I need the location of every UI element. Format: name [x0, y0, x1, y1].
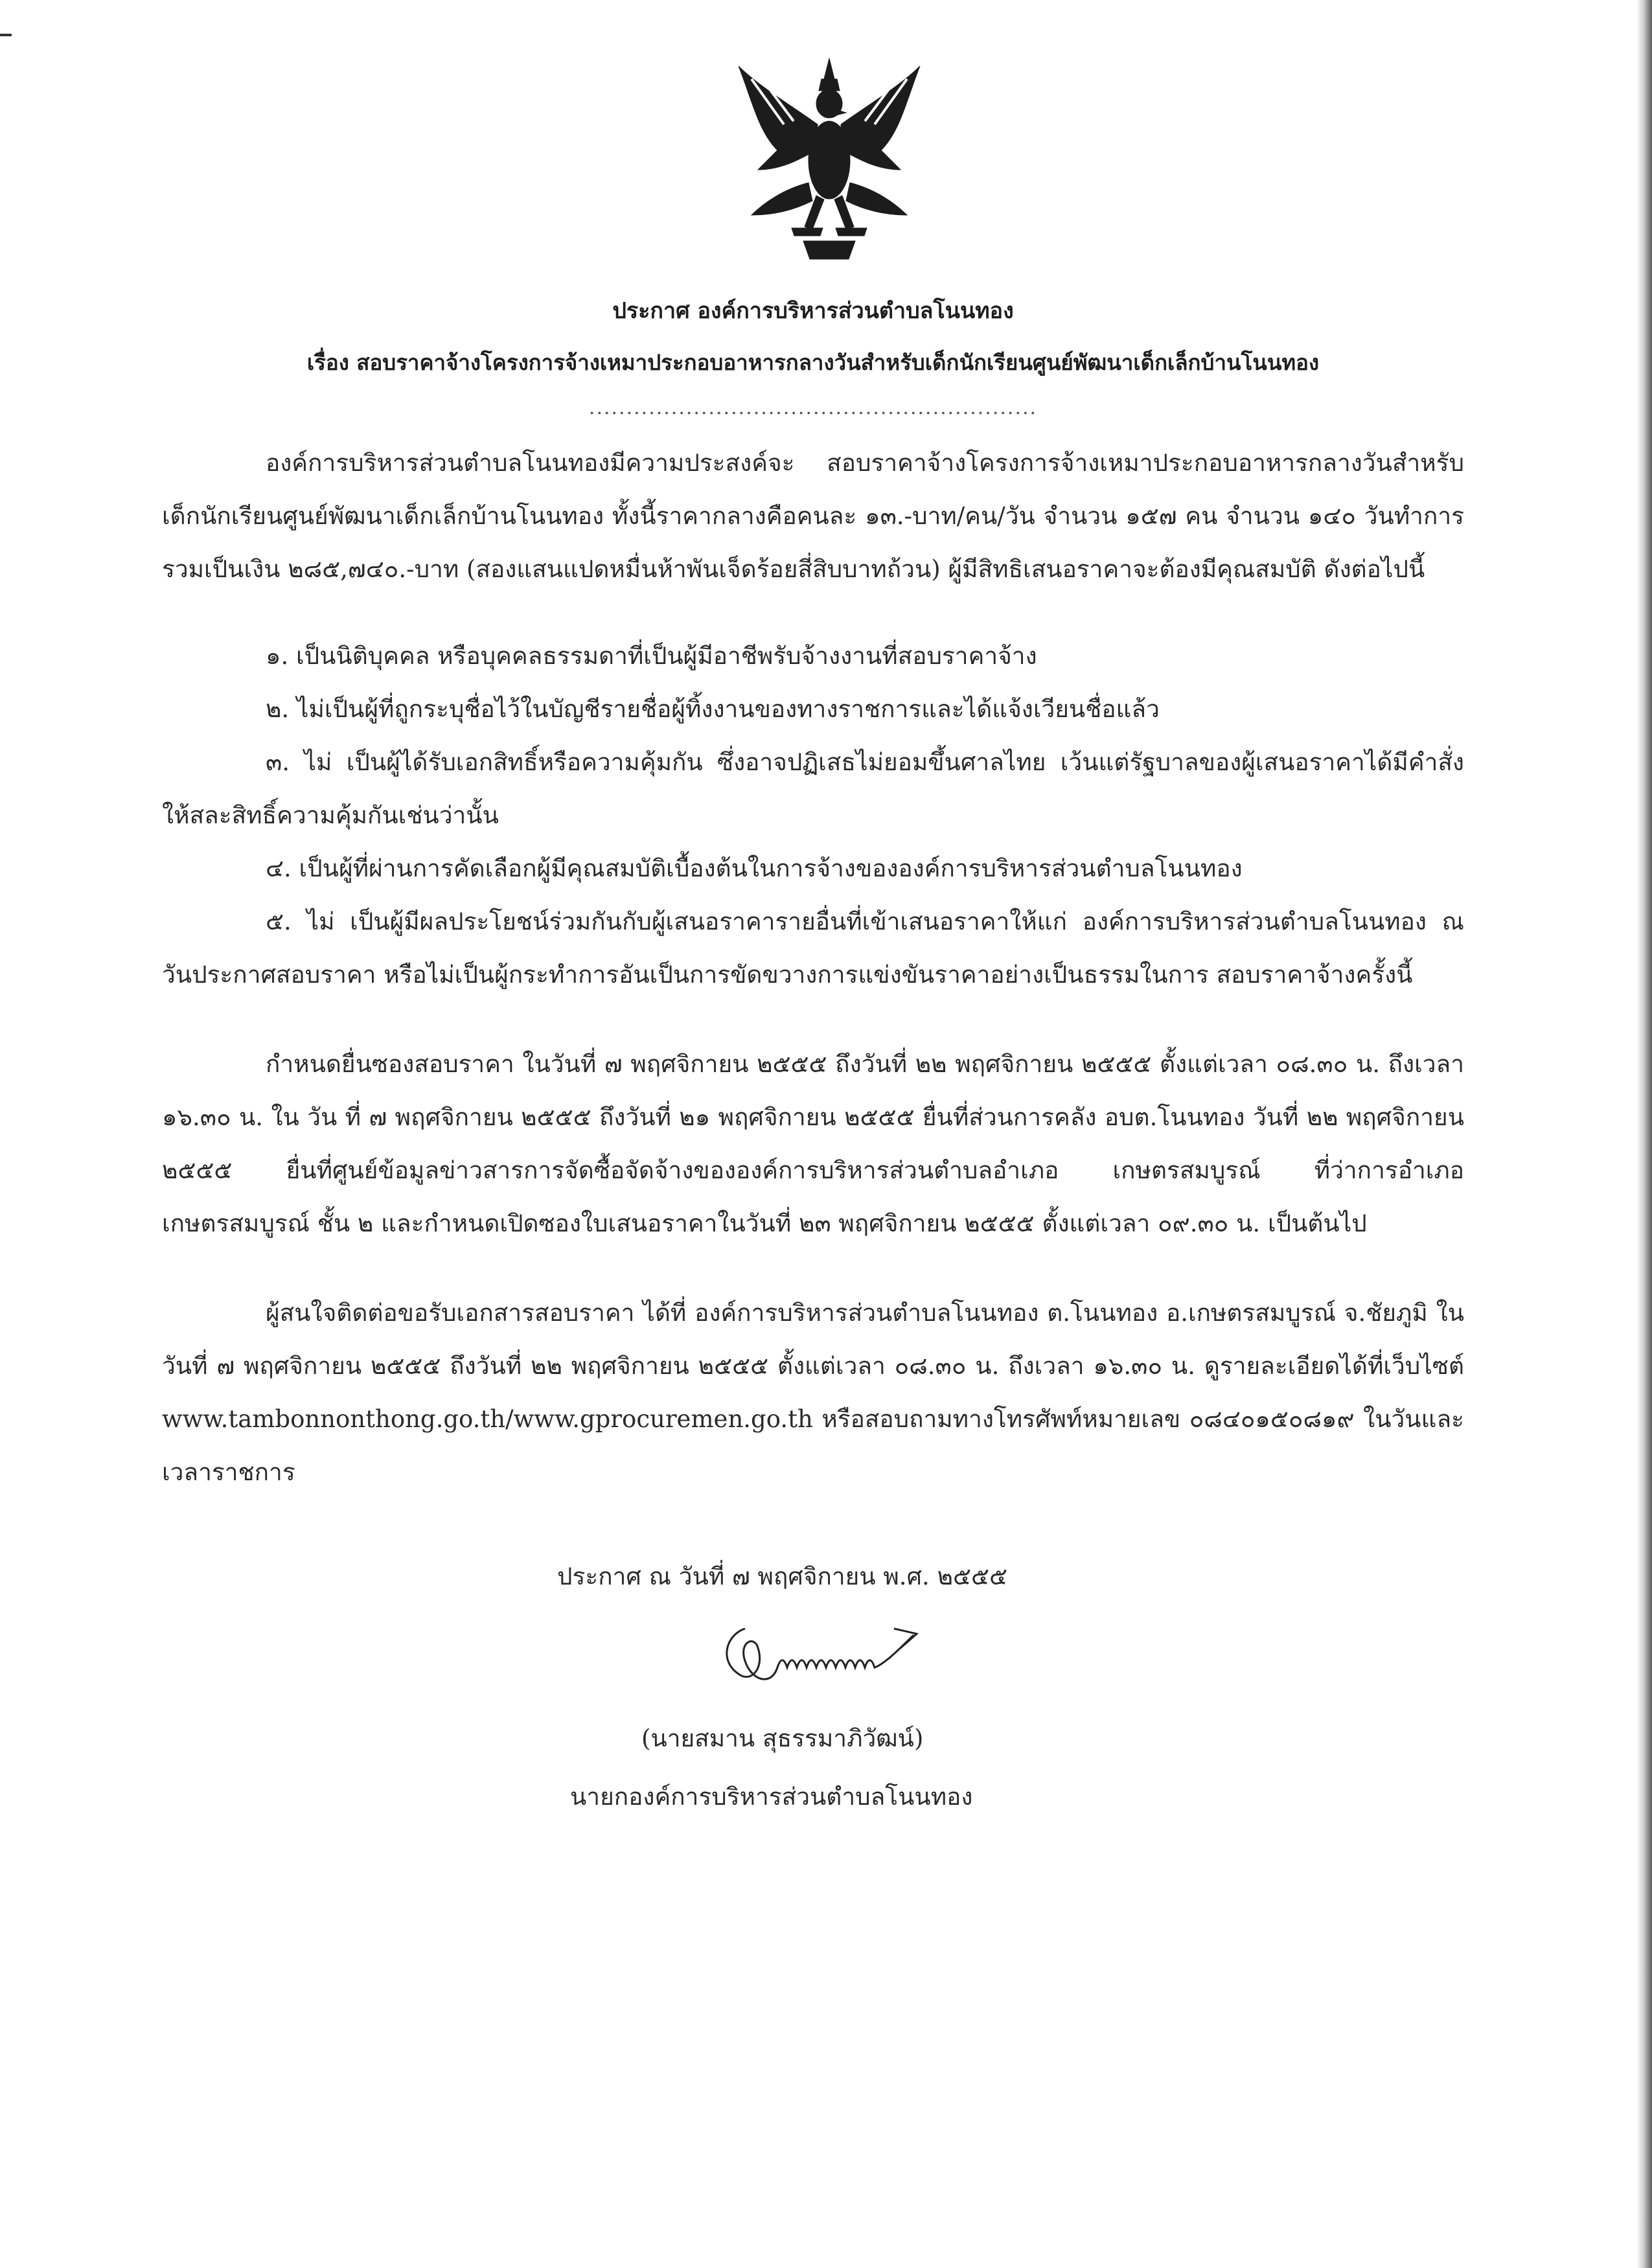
- garuda-emblem-icon: [732, 53, 926, 267]
- contact-paragraph: ผู้สนใจติดต่อขอรับเอกสารสอบราคา ได้ที่ องค์การบริหารส่วนตำบลโนนทอง ต.โนนทอง อ.เกษตรสมบูรณ์ จ.ชัยภูมิ ในวันที่ ๗ พฤศจิกายน ๒๕๕๕ ถึงวันที่ ๒๒ พฤศจิกายน ๒๕๕๕ ตั้งแต่เวลา ๐๘.๓๐ น. ถึงเวลา ๑๖.๓๐ น. ดูรายละเอียดได้ที่เว็บไซต์ www.tambonnonthong.go.th/www.gprocuremen.go.th หรือสอบถามทางโทรศัพท์หมายเลข ๐๘๔๐๑๕๐๘๑๙ ในวันและเวลาราชการ: [162, 1299, 1464, 1486]
- handwritten-signature: [700, 1603, 959, 1706]
- issue-date: ประกาศ ณ วันที่ ๗ พฤศจิกายน พ.ศ. ๒๕๕๕: [557, 1563, 1007, 1590]
- scan-edge-shadow: [1636, 0, 1652, 2268]
- separator-line: ............................................................: [588, 396, 1038, 419]
- signer-title: นายกองค์การบริหารส่วนตำบลโนนทอง: [570, 1783, 973, 1811]
- intro-paragraph: องค์การบริหารส่วนตำบลโนนทองมีความประสงค์จะ สอบราคาจ้างโครงการจ้างเหมาประกอบอาหารกลางวันสำหรับเด็กนักเรียนศูนย์พัฒนาเด็กเล็กบ้านโนนทอง ทั้งนี้ราคากลางคือคนละ ๑๓.-บาท/คน/วัน จำนวน ๑๕๗ คน จำนวน ๑๔๐ วันทำการ รวมเป็นเงิน ๒๘๕,๗๔๐.-บาท (สองแสนแปดหมื่นห้าพันเจ็ดร้อยสี่สิบบาทถ้วน) ผู้มีสิทธิเสนอราคาจะต้องมีคุณสมบัติ ดังต่อไปนี้: [162, 449, 1464, 583]
- announcement-title: ประกาศ องค์การบริหารส่วนตำบลโนนทอง: [612, 298, 1014, 324]
- qualification-list: [162, 630, 1464, 1002]
- qualification-item: ๕. ไม่ เป็นผู้มีผลประโยชน์ร่วมกันกับผู้เสนอราคารายอื่นที่เข้าเสนอราคาให้แก่ องค์การบริหารส่วนตำบลโนนทอง ณ วันประกาศสอบราคา หรือไม่เป็นผู้กระทำการอันเป็นการขัดขวางการแข่งขันราคาอย่างเป็นธรรมในการ สอบราคาจ้างครั้งนี้: [162, 908, 1464, 989]
- qualification-item: ๑. เป็นนิติบุคคล หรือบุคคลธรรมดาที่เป็นผู้มีอาชีพรับจ้างงานที่สอบราคาจ้าง: [266, 642, 1037, 670]
- qualification-item: ๓. ไม่ เป็นผู้ได้รับเอกสิทธิ์หรือความคุ้มกัน ซึ่งอาจปฏิเสธไม่ยอมขึ้นศาลไทย เว้นแต่รัฐบาลของผู้เสนอราคาได้มีคำสั่งให้สละสิทธิ์ความคุ้มกันเช่นว่านั้น: [162, 748, 1464, 829]
- announcement-body: [162, 285, 1464, 1499]
- qualification-item: ๔. เป็นผู้ที่ผ่านการคัดเลือกผู้มีคุณสมบัติเบื้องต้นในการจ้างขององค์การบริหารส่วนตำบลโนนทอง: [266, 854, 1243, 882]
- schedule-paragraph: กำหนดยื่นซองสอบราคา ในวันที่ ๗ พฤศจิกายน ๒๕๕๕ ถึงวันที่ ๒๒ พฤศจิกายน ๒๕๕๕ ตั้งแต่เวลา ๐๘.๓๐ น. ถึงเวลา ๑๖.๓๐ น. ใน วัน ที่ ๗ พฤศจิกายน ๒๕๕๕ ถึงวันที่ ๒๑ พฤศจิกายน ๒๕๕๕ ยื่นที่ส่วนการคลัง อบต.โนนทอง วันที่ ๒๒ พฤศจิกายน ๒๕๕๕ ยื่นที่ศูนย์ข้อมูลข่าวสารการจัดซื้อจัดจ้างขององค์การบริหารส่วนตำบลอำเภอ เกษตรสมบูรณ์ ที่ว่าการอำเภอเกษตรสมบูรณ์ ชั้น ๒ และกำหนดเปิดซองใบเสนอราคาในวันที่ ๒๓ พฤศจิกายน ๒๕๕๕ ตั้งแต่เวลา ๐๙.๓๐ น. เป็นต้นไป: [162, 1050, 1464, 1237]
- announcement-subject: เรื่อง สอบราคาจ้างโครงการจ้างเหมาประกอบอาหารกลางวันสำหรับเด็กนักเรียนศูนย์พัฒนาเด็กเล็กบ้านโนนทอง: [306, 350, 1320, 375]
- scan-mark: [0, 34, 12, 36]
- qualification-item: ๒. ไม่เป็นผู้ที่ถูกระบุชื่อไว้ในบัญชีรายชื่อผู้ทิ้งงานของทางราชการและได้แจ้งเวียนชื่อแล้ว: [266, 695, 1160, 723]
- signer-name: (นายสมาน สุธรรมาภิวัฒน์): [641, 1724, 924, 1752]
